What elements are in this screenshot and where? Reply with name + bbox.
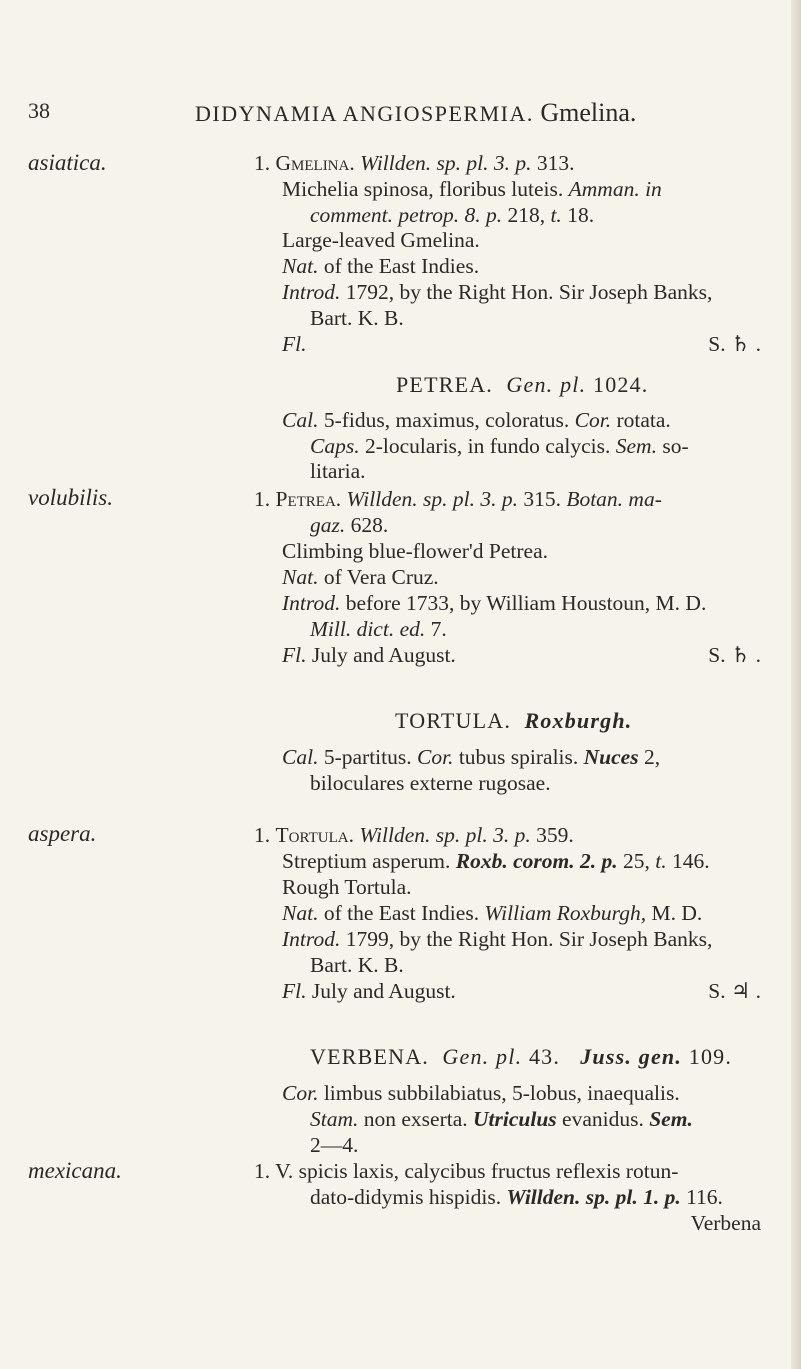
entry-line: Nat. of Vera Cruz.: [282, 565, 439, 589]
entry-line: Introd. 1792, by the Right Hon. Sir Joseph Banks,: [282, 280, 713, 304]
page-number: 38: [28, 98, 50, 123]
flowering-line: Fl. July and August.: [282, 643, 456, 667]
entry-line: comment. petrop. 8. p. 218, t. 18.: [310, 203, 595, 227]
entry-line: Introd. 1799, by the Right Hon. Sir Joseph Banks,: [282, 927, 713, 951]
flowering-line: Fl. July and August.: [282, 979, 456, 1003]
genus-name: Petrea: [275, 487, 336, 511]
genus-heading: PETREA. Gen. pl. 1024.: [396, 372, 649, 397]
habit-symbol: S. ♄ .: [708, 332, 761, 356]
entry-line: 1. Gmelina. Willden. sp. pl. 3. p. 313.: [254, 151, 575, 175]
entry-line: 1. V. spicis laxis, calycibus fructus reflexis rotun-: [254, 1159, 679, 1183]
genus-heading: TORTULA. Roxburgh.: [395, 708, 633, 733]
entry-line: Mill. dict. ed. 7.: [310, 617, 447, 641]
genus-character: biloculares externe rugosae.: [310, 771, 551, 795]
margin-species-mexicana: mexicana.: [28, 1158, 122, 1183]
entry-line: 1. Petrea. Willden. sp. pl. 3. p. 315. Botan. ma-: [254, 487, 662, 511]
running-title: DIDYNAMIA ANGIOSPERMIA.: [195, 101, 534, 126]
entry-line: Nat. of the East Indies.: [282, 254, 480, 278]
genus-character: Cal. 5-fidus, maximus, coloratus. Cor. rotata.: [282, 408, 671, 432]
genus-character: Caps. 2-locularis, in fundo calycis. Sem. so-: [310, 434, 689, 458]
genus-name: Tortula: [275, 823, 349, 847]
genus-character: litaria.: [310, 459, 366, 483]
genus-character: 2—4.: [310, 1133, 359, 1157]
page-edge: [791, 0, 801, 1369]
genus-character: Cor. limbus subbilabiatus, 5-lobus, inaequalis.: [282, 1081, 680, 1105]
entry-line: dato-didymis hispidis. Willden. sp. pl. 1. p. 116.: [310, 1185, 723, 1209]
flowering-line: Fl.: [282, 332, 307, 356]
entry-line: Rough Tortula.: [282, 875, 412, 899]
genus-name: Gmelina: [275, 151, 350, 175]
entry-line: Bart. K. B.: [310, 953, 404, 977]
habit-symbol: S. ♃ .: [708, 979, 761, 1003]
entry-line: Introd. before 1733, by William Houstoun, M. D.: [282, 591, 707, 615]
running-header: [195, 98, 636, 128]
genus-character: Cal. 5-partitus. Cor. tubus spiralis. Nuces 2,: [282, 745, 661, 769]
entry-line: Michelia spinosa, floribus luteis. Amman. in: [282, 177, 662, 201]
entry-line: Nat. of the East Indies. William Roxburgh, M. D.: [282, 901, 703, 925]
genus-character: Stam. non exserta. Utriculus evanidus. Sem.: [310, 1107, 693, 1131]
margin-species-aspera: aspera.: [28, 821, 97, 846]
margin-species-volubilis: volubilis.: [28, 485, 113, 510]
habit-symbol: S. ♄ .: [708, 643, 761, 667]
margin-species-asiatica: asiatica.: [28, 150, 107, 175]
entry-line: gaz. 628.: [310, 513, 389, 537]
running-genus: Gmelina.: [540, 98, 637, 127]
entry-line: Streptium asperum. Roxb. corom. 2. p. 25, t. 146.: [282, 849, 710, 873]
genus-heading: VERBENA. Gen. pl. 43. Juss. gen. 109.: [310, 1044, 733, 1069]
entry-line: Bart. K. B.: [310, 306, 404, 330]
entry-line: Large-leaved Gmelina.: [282, 228, 480, 252]
catchword: Verbena: [690, 1211, 761, 1235]
entry-line: 1. Tortula. Willden. sp. pl. 3. p. 359.: [254, 823, 574, 847]
entry-line: Climbing blue-flower'd Petrea.: [282, 539, 548, 563]
